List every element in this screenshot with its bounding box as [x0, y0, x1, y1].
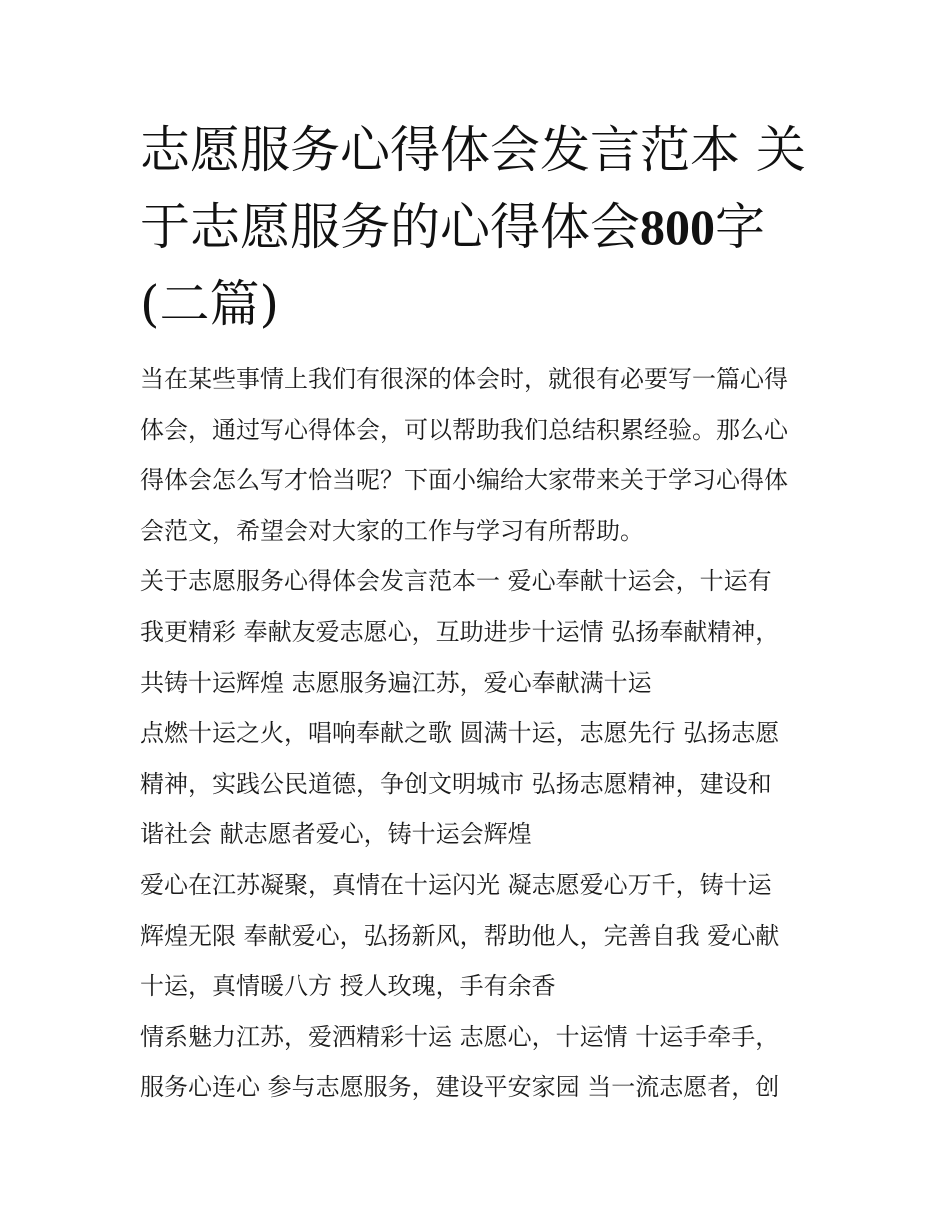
body-line: 会范文，希望会对大家的工作与学习有所帮助。: [140, 516, 644, 545]
body-line: 得体会怎么写才恰当呢？下面小编给大家带来关于学习心得体: [140, 466, 788, 495]
body-line: 情系魅力江苏，爱洒精彩十运 志愿心，十运情 十运手牵手，: [140, 1022, 780, 1051]
document-body: [140, 354, 830, 1113]
body-line: 我更精彩 奉献友爱志愿心，互助进步十运情 弘扬奉献精神，: [140, 617, 780, 646]
title-word-count: 800: [640, 199, 715, 255]
body-line: 关于志愿服务心得体会发言范本一 爱心奉献十运会，十运有: [140, 567, 772, 596]
body-line: 体会，通过写心得体会，可以帮助我们总结积累经验。那么心: [140, 415, 788, 444]
title-line-1: 志愿服务心得体会发言范本 关: [140, 121, 806, 179]
body-line: 谐社会 献志愿者爱心，铸十运会辉煌: [140, 820, 532, 849]
body-line: 点燃十运之火，唱响奉献之歌 圆满十运，志愿先行 弘扬志愿: [140, 719, 780, 748]
title-line-2-text: 于志愿服务的心得体会: [140, 198, 640, 256]
title-line-3: (二篇): [140, 275, 280, 333]
body-line: 服务心连心 参与志愿服务，建设平安家园 当一流志愿者，创: [140, 1073, 780, 1102]
body-line: 爱心在江苏凝聚，真情在十运闪光 凝志愿爱心万千，铸十运: [140, 870, 772, 899]
title-line-2: [140, 189, 820, 266]
body-line: 当在某些事情上我们有很深的体会时，就很有必要写一篇心得: [140, 365, 788, 393]
body-line: 辉煌无限 奉献爱心，弘扬新风，帮助他人，完善自我 爱心献: [140, 921, 780, 950]
body-line: 十运，真情暖八方 授人玫瑰，手有余香: [140, 972, 556, 1001]
title-line-2-suffix: 字: [715, 198, 765, 256]
body-line: 共铸十运辉煌 志愿服务遍江苏，爱心奉献满十运: [140, 668, 652, 697]
body-line: 精神，实践公民道德，争创文明城市 弘扬志愿精神，建设和: [140, 769, 772, 798]
document-title: [140, 112, 820, 343]
